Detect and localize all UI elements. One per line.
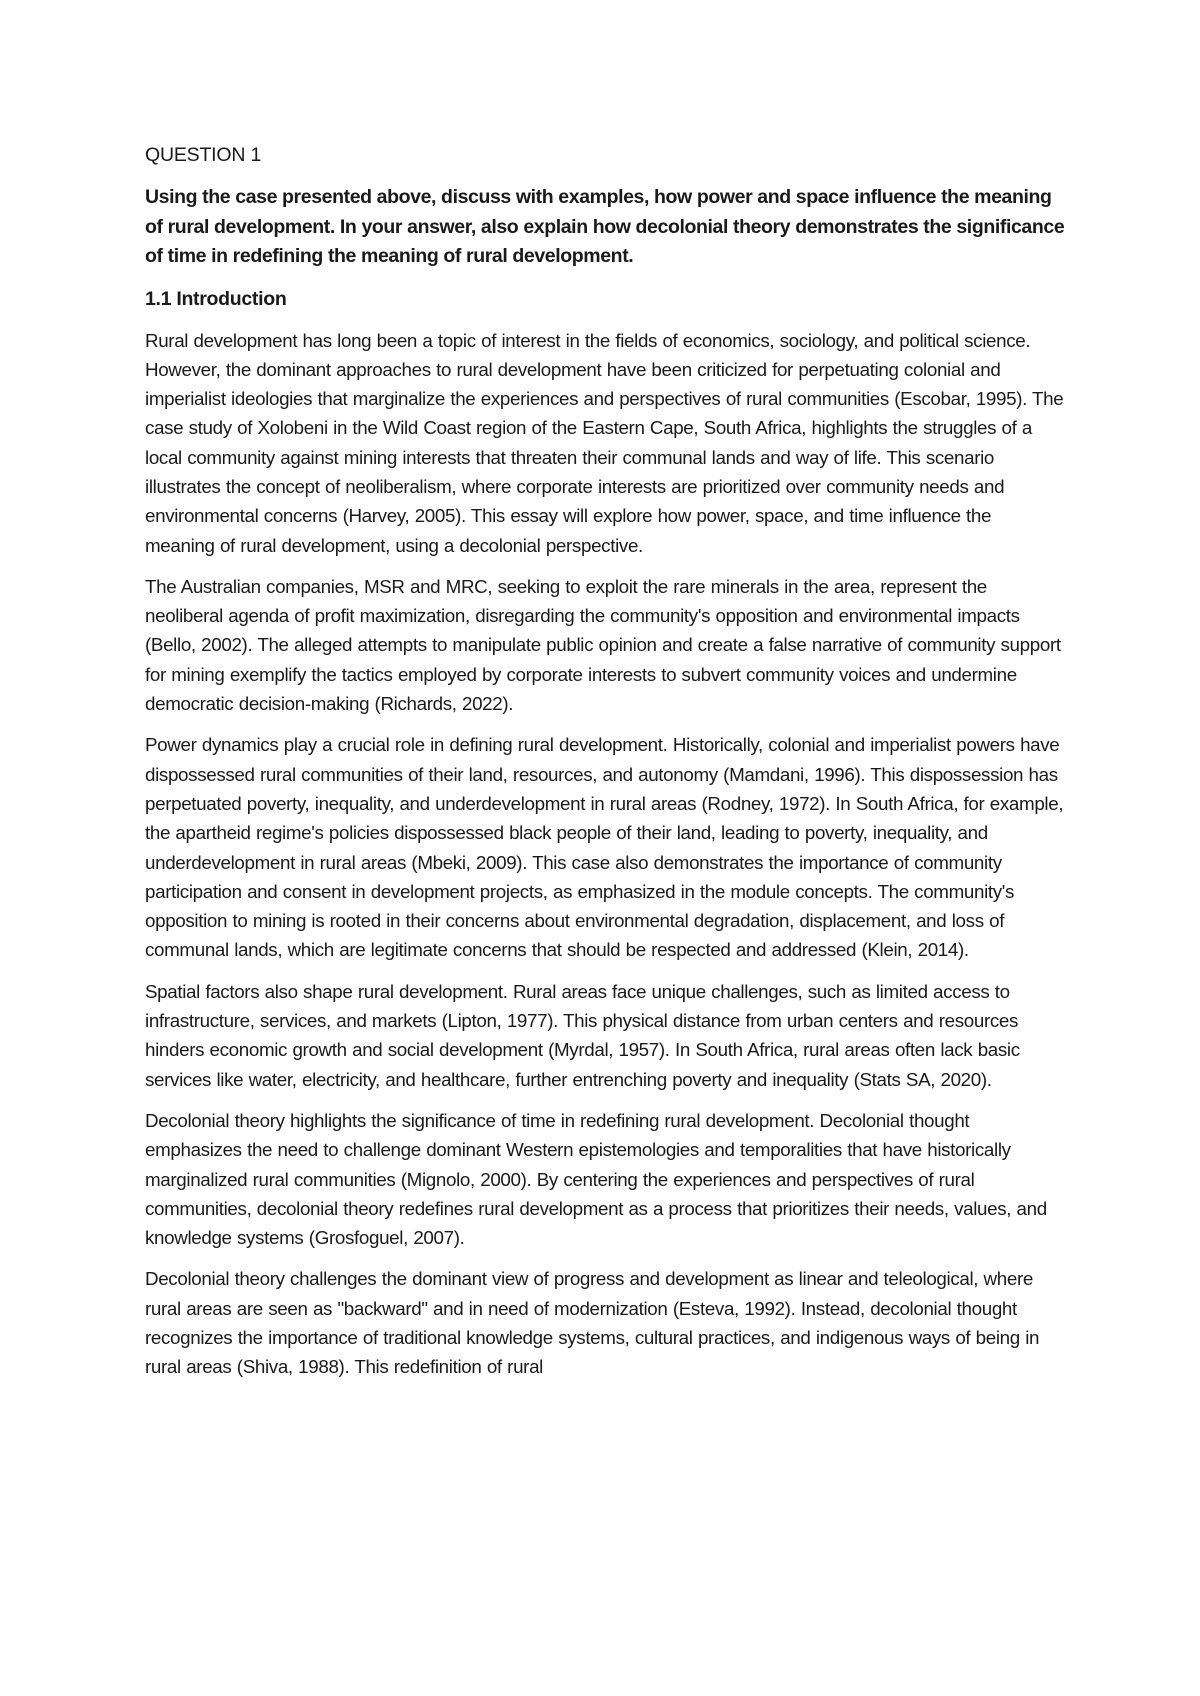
- paragraph-decolonial-progress: Decolonial theory challenges the dominant view of progress and development as linear and teleological, where rural areas are seen as "backward" and in need of modernization (Esteva, 1992). Instead, decolonial thought recognizes the importance of traditional knowledge systems, cultural practices, and indigenous ways of being in rural areas (Shiva, 1988). This redefinition of rural: [145, 1268, 1040, 1378]
- document-page: [145, 140, 1065, 1394]
- paragraph-decolonial-time: Decolonial theory highlights the significance of time in redefining rural development. Decolonial thought emphasizes the need to challenge dominant Western epistemologies and temporalities that have historically marginalized rural communities (Mignolo, 2000). By centering the experiences and perspectives of rural communities, decolonial theory redefines rural development as a process that prioritizes their needs, values, and knowledge systems (Grosfoguel, 2007).: [145, 1109, 1047, 1249]
- paragraph-space: Spatial factors also shape rural development. Rural areas face unique challenges, such as limited access to infrastructure, services, and markets (Lipton, 1977). This physical distance from urban centers and resources hinders economic growth and social development (Myrdal, 1957). In South Africa, rural areas often lack basic services like water, electricity, and healthcare, further entrenching poverty and inequality (Stats SA, 2020).: [145, 980, 1020, 1090]
- question-prompt: Using the case presented above, discuss with examples, how power and space influence the meaning of rural development. In your answer, also explain how decolonial theory demonstrates the significance of time in redefining the meaning of rural development.: [145, 186, 1065, 267]
- paragraph-mining-companies: The Australian companies, MSR and MRC, seeking to exploit the rare minerals in the area, represent the neoliberal agenda of profit maximization, disregarding the community's opposition and environmental impacts (Bello, 2002). The alleged attempts to manipulate public opinion and create a false narrative of community support for mining exemplify the tactics employed by corporate interests to subvert community voices and undermine democratic decision-making (Richards, 2022).: [145, 575, 1061, 715]
- paragraph-intro: Rural development has long been a topic of interest in the fields of economics, sociology, and political science. However, the dominant approaches to rural development have been criticized for perpetuating colonial and imperialist ideologies that marginalize the experiences and perspectives of rural communities (Escobar, 1995). The case study of Xolobeni in the Wild Coast region of the Eastern Cape, South Africa, highlights the struggles of a local community against mining interests that threaten their communal lands and way of life. This scenario illustrates the concept of neoliberalism, where corporate interests are prioritized over community needs and environmental concerns (Harvey, 2005). This essay will explore how power, space, and time influence the meaning of rural development, using a decolonial perspective.: [145, 329, 1064, 556]
- paragraph-power: Power dynamics play a crucial role in defining rural development. Historically, colonial and imperialist powers have dispossessed rural communities of their land, resources, and autonomy (Mamdani, 1996). This dispossession has perpetuated poverty, inequality, and underdevelopment in rural areas (Rodney, 1972). In South Africa, for example, the apartheid regime's policies dispossessed black people of their land, leading to poverty, inequality, and underdevelopment in rural areas (Mbeki, 2009). This case also demonstrates the importance of community participation and consent in development projects, as emphasized in the module concepts. The community's opposition to mining is rooted in their concerns about environmental degradation, displacement, and loss of communal lands, which are legitimate concerns that should be respected and addressed (Klein, 2014).: [145, 734, 1064, 961]
- question-label: QUESTION 1: [145, 144, 262, 166]
- section-heading: 1.1 Introduction: [145, 287, 287, 310]
